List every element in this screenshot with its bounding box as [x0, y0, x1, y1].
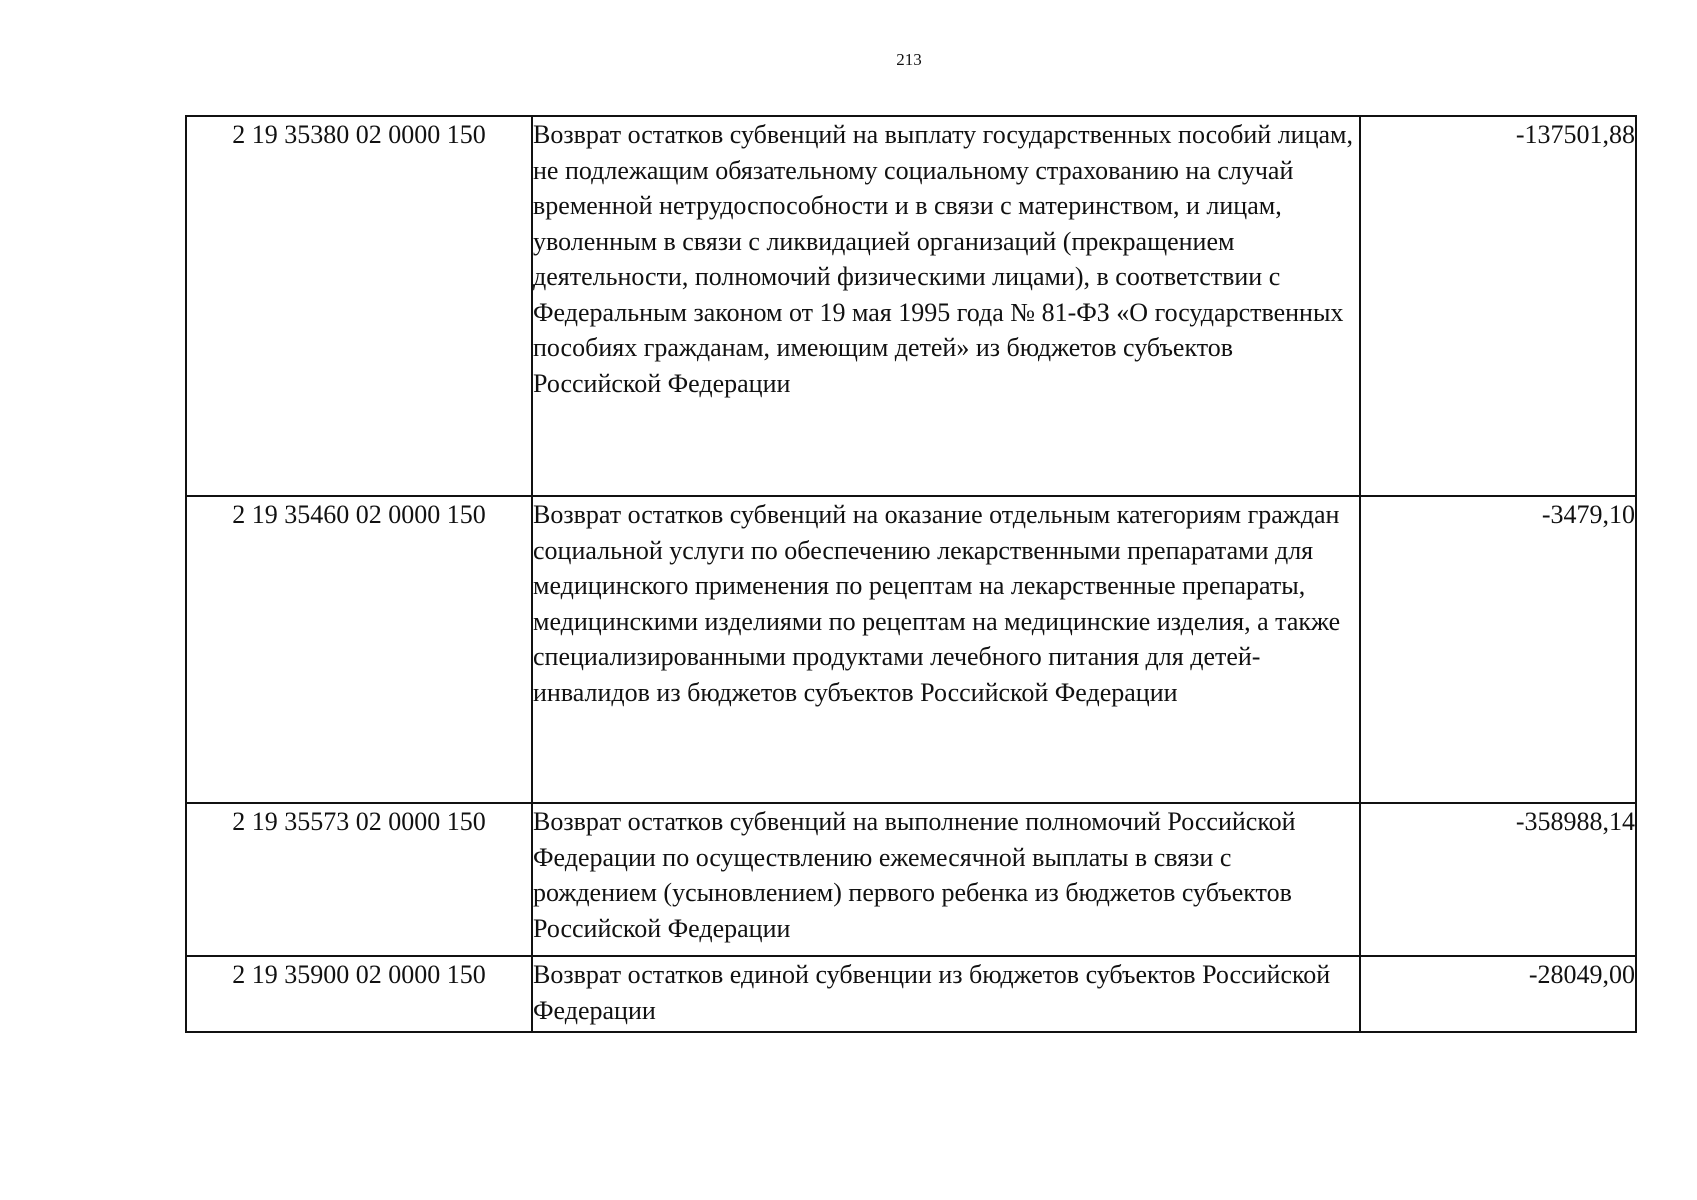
table-row — [186, 116, 1636, 496]
page-number: 213 — [896, 50, 922, 69]
description-text: Возврат остатков субвенций на выплату государственных пособий лицам, не подлежащим обязательному социальному страхованию на случай временной нетрудоспособности и в связи с материнством, и лицам, уволенным в связи с ликвидацией организаций (прекращением деятельности, полномочий физическими лицами), в соответствии с Федеральным законом от 19 мая 1995 года № 81-ФЗ «О государственных пособиях гражданам, имеющим детей» из бюджетов субъектов Российской Федерации — [533, 120, 1353, 398]
description-text: Возврат остатков субвенций на выполнение полномочий Российской Федерации по осуществлению ежемесячной выплаты в связи с рождением (усыновлением) первого ребенка из бюджетов субъектов Российской Федерации — [533, 807, 1296, 943]
description-cell — [532, 956, 1360, 1032]
description-cell — [532, 116, 1360, 496]
budget-code-cell: 2 19 35573 02 0000 150 — [186, 803, 532, 956]
table-row — [186, 956, 1636, 1032]
budget-code-cell: 2 19 35460 02 0000 150 — [186, 496, 532, 803]
amount-cell: -358988,14 — [1360, 803, 1636, 956]
amount-cell: -137501,88 — [1360, 116, 1636, 496]
description-text: Возврат остатков субвенций на оказание отдельным категориям граждан социальной услуги по обеспечению лекарственными препаратами для медицинского применения по рецептам на лекарственные препараты, медицинскими изделиями по рецептам на медицинские изделия, а также специализированными продуктами лечебного питания для детей-инвалидов из бюджетов субъектов Российской Федерации — [533, 500, 1341, 707]
amount-cell: -28049,00 — [1360, 956, 1636, 1032]
table-row — [186, 803, 1636, 956]
budget-code-cell: 2 19 35380 02 0000 150 — [186, 116, 532, 496]
description-cell — [532, 496, 1360, 803]
budget-code-cell: 2 19 35900 02 0000 150 — [186, 956, 532, 1032]
description-cell — [532, 803, 1360, 956]
amount-cell: -3479,10 — [1360, 496, 1636, 803]
budget-table — [185, 115, 1637, 1033]
description-text: Возврат остатков единой субвенции из бюджетов субъектов Российской Федерации — [533, 960, 1331, 1025]
table-row — [186, 496, 1636, 803]
